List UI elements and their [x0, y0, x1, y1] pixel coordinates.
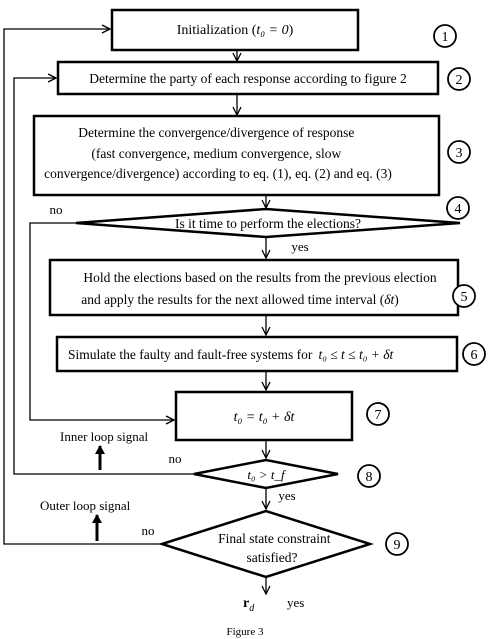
step-8-math: t₀ > t_f [247, 467, 285, 482]
step-4-text: Is it time to perform the elections? [175, 216, 361, 231]
step-9-final-state-decision [162, 511, 370, 577]
step-9-line-2: satisfied? [246, 550, 298, 565]
step-4-election-decision [76, 209, 460, 237]
step-9-line-1: Final state constraint [218, 531, 331, 546]
step-8-time-decision [194, 460, 338, 488]
inner-loop-label: Inner loop signal [60, 429, 149, 444]
step-9-yes-label: yes [287, 595, 305, 610]
step-1-number: 1 [441, 30, 449, 45]
step-2-text: Determine the party of each response according to figure 2 [89, 71, 407, 86]
step-1-text: Initialization ( [176, 23, 257, 38]
step-5-hold-elections [50, 260, 458, 315]
step-6-text: Simulate the faulty and fault-free systems for [68, 347, 313, 362]
output-symbol: r [243, 596, 250, 611]
figure-caption: Figure 3 [226, 626, 264, 638]
step-8-no-label: no [168, 451, 182, 466]
step-9-number: 9 [393, 538, 401, 553]
inner-loop-connector [30, 223, 174, 420]
step-1-math: t₀ = 0 [256, 23, 289, 38]
step-3-line-3: convergence/divergence) according to eq. (1), eq. (2) and eq. (3) [44, 166, 392, 181]
step-7-number: 7 [374, 408, 382, 423]
step-5-close: ) [394, 292, 399, 307]
step-5-number: 5 [460, 290, 468, 305]
step-7-time-update [176, 392, 352, 440]
step-3-number: 3 [455, 146, 463, 161]
step-8-yes-label: yes [278, 488, 296, 503]
svg-text:Determine the convergence/dive [44, 125, 392, 181]
step-1-initialization [112, 10, 358, 50]
step-5-line-2: and apply the results for the next allowed time interval ( [81, 292, 385, 307]
svg-text:and apply the results for the [81, 292, 398, 307]
step-2-party [58, 62, 438, 94]
step-5-line-1: Hold the elections based on the results from the previous election [83, 270, 437, 285]
step-6-math: t₀ ≤ t ≤ t₀ + δt [318, 347, 394, 362]
step-1-close: ) [288, 23, 294, 38]
step-3-convergence [34, 116, 439, 195]
svg-text:Hold the elections based on th [83, 270, 436, 285]
step-5-math: δt [384, 292, 395, 307]
step-4-yes-label: yes [291, 239, 309, 254]
svg-text:rd [243, 596, 255, 614]
step-3-line-1: Determine the convergence/divergence of response [78, 125, 355, 140]
step-9-no-label: no [141, 523, 155, 538]
output-subscript: d [249, 603, 255, 614]
step-4-no-label: no [49, 202, 63, 217]
step-6-number: 6 [470, 348, 478, 363]
step-8-number: 8 [365, 470, 373, 485]
outer-loop-label: Outer loop signal [40, 498, 131, 513]
svg-text:Simulate the faulty and fault- [68, 347, 395, 362]
step-6-simulate [57, 337, 457, 371]
svg-text:Initialization (t₀ = 0) [177, 23, 294, 38]
step-4-number: 4 [454, 202, 462, 217]
step-3-line-2: (fast convergence, medium convergence, slow [91, 146, 342, 161]
step-7-math: t₀ = t₀ + δt [233, 410, 295, 425]
step-2-number: 2 [455, 73, 463, 88]
